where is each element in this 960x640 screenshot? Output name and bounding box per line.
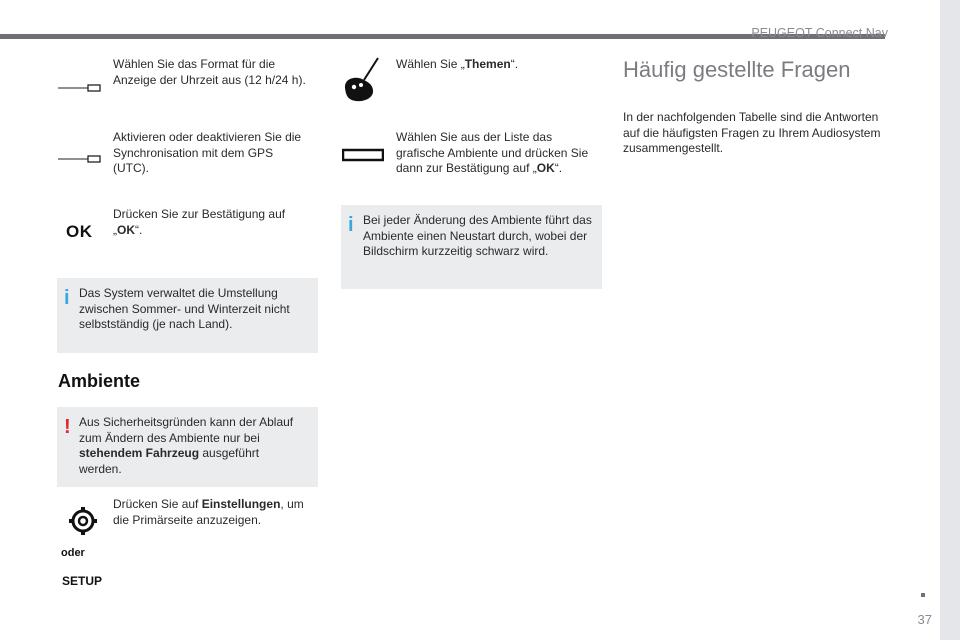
info-icon: i: [64, 287, 70, 309]
select-text-end: “.: [554, 161, 563, 175]
confirm-text: Drücken Sie zur Bestätigung auf „: [113, 207, 286, 237]
warning-box-safety: [57, 407, 318, 487]
themes-text-start: Wählen Sie „: [396, 57, 465, 71]
palette-icon: [342, 56, 382, 109]
slider-icon: [58, 151, 102, 169]
info-dst-text: Das System verwaltet die Umstellung zwischen Sommer- und Winterzeit nicht selbstständig (je nach Land).: [79, 286, 290, 331]
ok-icon: OK: [66, 222, 93, 241]
themes-text-end: “.: [510, 57, 519, 71]
warning-icon: !: [64, 416, 71, 438]
select-instruction: [396, 130, 601, 177]
info-box-restart: [341, 205, 602, 289]
faq-intro-text: In der nachfolgenden Tabelle sind die Antworten auf die häufigsten Fragen zu Ihrem Audiosystem zusammengestellt.: [623, 110, 881, 155]
faq-title: Häufig gestellte Fragen: [623, 57, 851, 82]
settings-text-end: , um die Primärseite anzuzeigen.: [113, 497, 304, 527]
list-bar-icon: [342, 148, 384, 167]
header-title: PEUGEOT Connect Nav: [751, 26, 888, 40]
confirm-text-end: “.: [135, 222, 143, 237]
section-title-ambiente: Ambiente: [58, 371, 141, 391]
page-edge-strip: [940, 0, 960, 640]
setup-button-label: SETUP: [62, 574, 103, 588]
select-text-start: Wählen Sie aus der Liste das grafische Ambiente und drücken Sie dann zur Bestätigung auf „: [396, 130, 589, 175]
select-text-bold: OK: [536, 161, 555, 175]
or-label: oder: [61, 547, 85, 559]
sync-instruction: Aktivieren oder deaktivieren Sie die Synchronisation mit dem GPS (UTC).: [113, 130, 302, 175]
continue-marker: [921, 593, 925, 597]
warning-text-start: Aus Sicherheitsgründen kann der Ablauf zum Ändern des Ambiente nur bei: [79, 415, 294, 445]
slider-icon: [58, 80, 102, 98]
info-icon: i: [348, 214, 354, 236]
themes-text-bold: Themen: [464, 57, 511, 71]
warning-text: [79, 415, 294, 477]
settings-text-bold: Einstellungen: [201, 497, 281, 511]
gear-icon: [68, 506, 98, 541]
info-restart-text: Bei jeder Änderung des Ambiente führt das Ambiente einen Neustart durch, wobei der Bildschirm kurzzeitig schwarz wird.: [363, 213, 592, 258]
info-box-dst: [57, 278, 318, 353]
warning-text-bold: stehendem Fahrzeug: [79, 446, 200, 460]
confirm-instruction: [113, 207, 303, 238]
format-instruction: Wählen Sie das Format für die Anzeige der Uhrzeit aus (12 h/24 h).: [113, 57, 306, 87]
themes-instruction: [396, 57, 596, 73]
warning-text-end: ausgeführt werden.: [79, 446, 260, 476]
page-number: 37: [917, 612, 932, 627]
settings-instruction: [113, 497, 318, 528]
settings-text-start: Drücken Sie auf: [113, 497, 202, 511]
confirm-ok-label: OK: [117, 222, 135, 237]
